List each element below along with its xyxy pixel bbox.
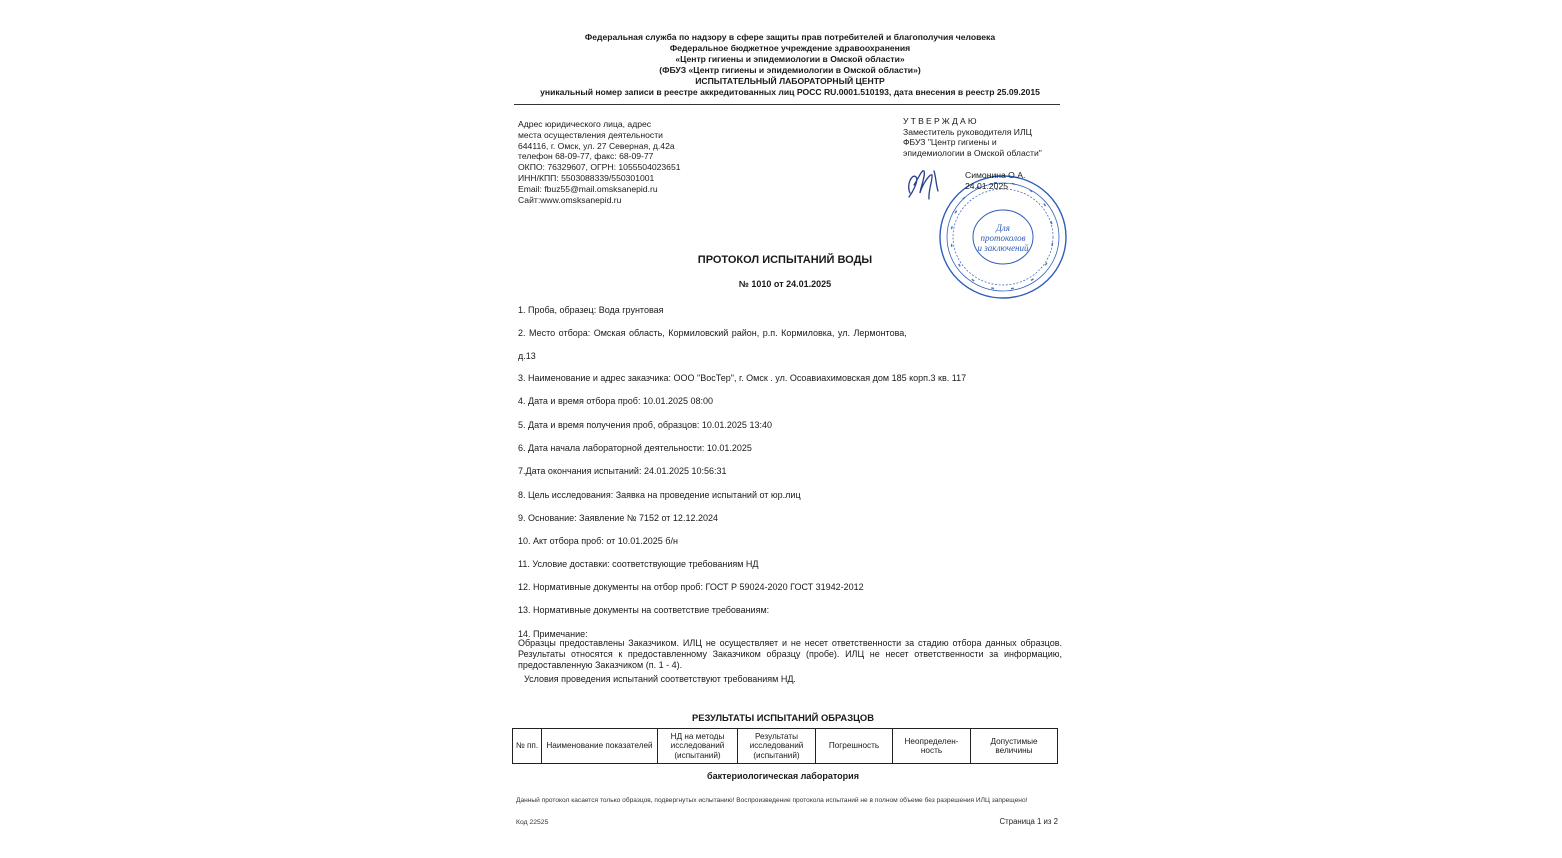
footer-disclaimer: Данный протокол касается только образцов, подвергнутых испытанию! Воспроизведение протокола испытаний не в полном объеме без разрешения ИЛЦ запрещено! bbox=[516, 797, 1028, 804]
note-label: 14. Примечание: bbox=[518, 629, 588, 639]
approval-org: эпидемиологии в Омской области" bbox=[903, 147, 1042, 158]
item-location: 2. Место отбора: Омская область, Кормиловский район, р.п. Кормиловка, ул. Лермонтова, bbox=[518, 328, 907, 338]
item-delivery: 11. Условие доставки: соответствующие требованиям НД bbox=[518, 559, 759, 569]
address-block bbox=[518, 119, 681, 205]
results-header-row bbox=[513, 729, 1058, 764]
address-line: места осуществления деятельности bbox=[518, 129, 663, 140]
stamp-text-line: протоколов bbox=[980, 233, 1026, 243]
results-table bbox=[512, 728, 1058, 764]
col-header-allowed: Допустимые величины bbox=[971, 729, 1058, 764]
approval-org: ФБУЗ "Центр гигиены и bbox=[903, 137, 997, 148]
item-lab-start-date: 6. Дата начала лабораторной деятельности: 10.01.2025 bbox=[518, 443, 752, 453]
seal-stamp-icon bbox=[936, 172, 1070, 302]
header-line-agency: Федеральная служба по надзору в сфере защиты прав потребителей и благополучия человека bbox=[584, 32, 996, 42]
approval-title: УТВЕРЖДАЮ bbox=[903, 116, 979, 126]
item-sampling-standards: 12. Нормативные документы на отбор проб: ГОСТ Р 59024-2020 ГОСТ 31942-2012 bbox=[518, 582, 864, 592]
item-sampling-date: 4. Дата и время отбора проб: 10.01.2025 08:00 bbox=[518, 396, 714, 406]
col-header-indicator: Наименование показателей bbox=[542, 729, 658, 764]
header-line-institution-name: «Центр гигиены и эпидемиологии в Омской области» bbox=[675, 54, 905, 65]
col-header-method: НД на методы исследований (испытаний) bbox=[658, 729, 738, 764]
approval-block bbox=[903, 116, 1042, 158]
signer-block bbox=[965, 170, 1025, 191]
item-location-cont: д.13 bbox=[518, 351, 536, 361]
item-compliance-standards: 13. Нормативные документы на соответствие требованиям: bbox=[518, 605, 770, 615]
item-purpose: 8. Цель исследования: Заявка на проведение испытаний от юр.лиц bbox=[518, 490, 801, 500]
address-site: Сайт:www.omsksanepid.ru bbox=[518, 194, 622, 205]
header-line-institution-type: Федеральное бюджетное учреждение здравоохранения bbox=[669, 43, 911, 54]
item-test-end-date: 7.Дата окончания испытаний: 24.01.2025 10:56:31 bbox=[518, 466, 727, 476]
header-divider bbox=[514, 104, 1060, 105]
note-body: Образцы предоставлены Заказчиком. ИЛЦ не осуществляет и не несет ответственности за стадию отбора данных образцов. Результаты относятся к предоставленному Заказчиком образцу (пробе). ИЛЦ не несет ответственности за информацию, предоставленную Заказчиком (п. 1 - 4). bbox=[518, 638, 1062, 671]
stamp-text-line: Для bbox=[996, 223, 1010, 233]
stamp-text-line: и заключений bbox=[977, 243, 1029, 253]
col-header-error: Погрешность bbox=[816, 729, 893, 764]
address-email: Email: fbuz55@mail.omsksanepid.ru bbox=[518, 183, 658, 194]
address-phone: телефон 68-09-77, факс: 68-09-77 bbox=[518, 151, 654, 162]
item-receipt-date: 5. Дата и время получения проб, образцов: 10.01.2025 13:40 bbox=[518, 420, 772, 430]
col-header-uncertainty: Неопределен-ность bbox=[893, 729, 971, 764]
approval-date: 24.01.2025 bbox=[965, 180, 1009, 191]
item-sample: 1. Проба, образец: Вода грунтовая bbox=[518, 305, 664, 315]
protocol-title: ПРОТОКОЛ ИСПЫТАНИЙ ВОДЫ bbox=[697, 254, 873, 266]
item-sampling-act: 10. Акт отбора проб: от 10.01.2025 б/н bbox=[518, 536, 678, 546]
address-line: Адрес юридического лица, адрес bbox=[518, 119, 652, 129]
item-customer: 3. Наименование и адрес заказчика: ООО "ВосТер", г. Омск . ул. Осоавиахимовская дом 185 корп.3 кв. 117 bbox=[518, 373, 967, 383]
approval-position: Заместитель руководителя ИЛЦ bbox=[903, 126, 1032, 137]
header-line-institution-abbr: (ФБУЗ «Центр гигиены и эпидемиологии в Омской области») bbox=[659, 65, 921, 76]
organization-header bbox=[480, 32, 1100, 99]
address-okpo: ОКПО: 76329607, ОГРН: 1055504023651 bbox=[518, 162, 681, 173]
header-line-accreditation: уникальный номер записи в реестре аккредитованных лиц РОСС RU.0001.510193, дата внесения в реестр 25.09.2015 bbox=[540, 87, 1040, 98]
item-basis: 9. Основание: Заявление № 7152 от 12.12.2024 bbox=[518, 513, 718, 523]
page-indicator: Страница 1 из 2 bbox=[999, 817, 1058, 826]
signer-name: Симонина О.А. bbox=[965, 170, 1026, 180]
footer-code: Код 22525 bbox=[516, 819, 549, 826]
note-conditions: Условия проведения испытаний соответствуют требованиям НД. bbox=[524, 674, 796, 684]
protocol-number: № 1010 от 24.01.2025 bbox=[738, 279, 832, 289]
header-line-center: ИСПЫТАТЕЛЬНЫЙ ЛАБОРАТОРНЫЙ ЦЕНТР bbox=[695, 76, 885, 87]
col-header-result: Результаты исследований (испытаний) bbox=[738, 729, 816, 764]
results-title: РЕЗУЛЬТАТЫ ИСПЫТАНИЙ ОБРАЗЦОВ bbox=[691, 712, 874, 723]
address-line: 644116, г. Омск, ул. 27 Северная, д.42а bbox=[518, 140, 675, 151]
address-inn: ИНН/КПП: 5503088339/550301001 bbox=[518, 172, 655, 183]
col-header-number: № пп. bbox=[513, 729, 542, 764]
lab-section-title: бактериологическая лаборатория bbox=[707, 771, 859, 781]
